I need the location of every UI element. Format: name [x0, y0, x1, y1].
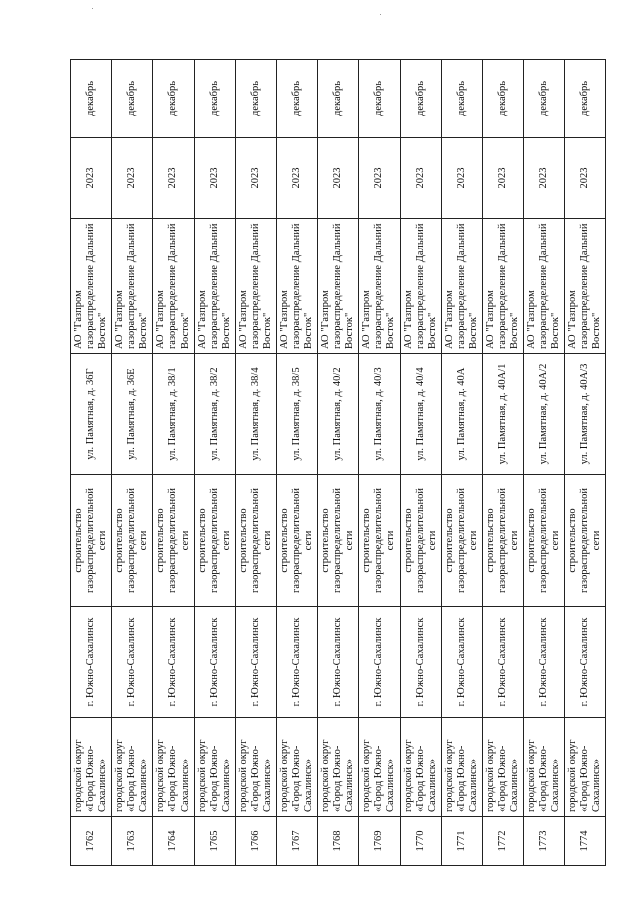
municipality-cell: городской округ «Город Южно-Сахалинск» [112, 718, 153, 817]
object-cell: строительство газораспределительной сети [153, 475, 194, 607]
city-cell: г. Южно-Сахалинск [441, 607, 482, 718]
object-cell: строительство газораспределительной сети [112, 475, 153, 607]
year-cell: 2023 [565, 138, 606, 219]
table-row [71, 60, 112, 866]
row-number: 1763 [112, 817, 153, 866]
month-cell: декабрь [276, 60, 317, 138]
municipality-cell: городской округ «Город Южно-Сахалинск» [524, 718, 565, 817]
row-number: 1772 [482, 817, 523, 866]
municipality-cell: городской округ «Город Южно-Сахалинск» [194, 718, 235, 817]
organization-cell: АО "Газпром газораспределение Дальний Восток" [400, 219, 441, 354]
year-cell: 2023 [400, 138, 441, 219]
month-cell: декабрь [359, 60, 400, 138]
address-cell: ул. Памятная, д. 36Г [71, 354, 112, 475]
municipality-cell: городской округ «Город Южно-Сахалинск» [400, 718, 441, 817]
object-cell: строительство газораспределительной сети [441, 475, 482, 607]
table-row [565, 60, 606, 866]
city-cell: г. Южно-Сахалинск [524, 607, 565, 718]
address-cell: ул. Памятная, д. 38/5 [276, 354, 317, 475]
table-row [441, 60, 482, 866]
organization-cell: АО "Газпром газораспределение Дальний Восток" [153, 219, 194, 354]
organization-cell: АО "Газпром газораспределение Дальний Восток" [482, 219, 523, 354]
address-cell: ул. Памятная, д. 40А/3 [565, 354, 606, 475]
year-cell: 2023 [276, 138, 317, 219]
row-number: 1764 [153, 817, 194, 866]
address-cell: ул. Памятная, д. 40А [441, 354, 482, 475]
address-cell: ул. Памятная, д. 40/2 [318, 354, 359, 475]
city-cell: г. Южно-Сахалинск [71, 607, 112, 718]
year-cell: 2023 [482, 138, 523, 219]
table-row [318, 60, 359, 866]
object-cell: строительство газораспределительной сети [235, 475, 276, 607]
year-cell: 2023 [318, 138, 359, 219]
year-cell: 2023 [359, 138, 400, 219]
document-sheet [70, 60, 603, 866]
city-cell: г. Южно-Сахалинск [400, 607, 441, 718]
row-number: 1771 [441, 817, 482, 866]
month-cell: декабрь [482, 60, 523, 138]
city-cell: г. Южно-Сахалинск [318, 607, 359, 718]
row-number: 1766 [235, 817, 276, 866]
table-row [400, 60, 441, 866]
object-cell: строительство газораспределительной сети [524, 475, 565, 607]
row-number: 1767 [276, 817, 317, 866]
month-cell: декабрь [153, 60, 194, 138]
organization-cell: АО "Газпром газораспределение Дальний Восток" [565, 219, 606, 354]
gas-network-table [70, 59, 606, 866]
month-cell: декабрь [565, 60, 606, 138]
municipality-cell: городской округ «Город Южно-Сахалинск» [359, 718, 400, 817]
month-cell: декабрь [441, 60, 482, 138]
row-number: 1773 [524, 817, 565, 866]
table-row [359, 60, 400, 866]
month-cell: декабрь [318, 60, 359, 138]
organization-cell: АО "Газпром газораспределение Дальний Восток" [112, 219, 153, 354]
row-number: 1765 [194, 817, 235, 866]
municipality-cell: городской округ «Город Южно-Сахалинск» [441, 718, 482, 817]
address-cell: ул. Памятная, д. 38/2 [194, 354, 235, 475]
municipality-cell: городской округ «Город Южно-Сахалинск» [153, 718, 194, 817]
organization-cell: АО "Газпром газораспределение Дальний Восток" [359, 219, 400, 354]
city-cell: г. Южно-Сахалинск [482, 607, 523, 718]
row-number: 1774 [565, 817, 606, 866]
row-number: 1768 [318, 817, 359, 866]
municipality-cell: городской округ «Город Южно-Сахалинск» [565, 718, 606, 817]
month-cell: декабрь [400, 60, 441, 138]
row-number: 1769 [359, 817, 400, 866]
address-cell: ул. Памятная, д. 38/4 [235, 354, 276, 475]
table-body [71, 60, 606, 866]
year-cell: 2023 [441, 138, 482, 219]
municipality-cell: городской округ «Город Южно-Сахалинск» [71, 718, 112, 817]
year-cell: 2023 [524, 138, 565, 219]
organization-cell: АО "Газпром газораспределение Дальний Восток" [276, 219, 317, 354]
organization-cell: АО "Газпром газораспределение Дальний Восток" [194, 219, 235, 354]
city-cell: г. Южно-Сахалинск [112, 607, 153, 718]
address-cell: ул. Памятная, д. 40А/1 [482, 354, 523, 475]
year-cell: 2023 [153, 138, 194, 219]
month-cell: декабрь [112, 60, 153, 138]
table-row [194, 60, 235, 866]
object-cell: строительство газораспределительной сети [400, 475, 441, 607]
row-number: 1770 [400, 817, 441, 866]
municipality-cell: городской округ «Город Южно-Сахалинск» [235, 718, 276, 817]
address-cell: ул. Памятная, д. 38/1 [153, 354, 194, 475]
city-cell: г. Южно-Сахалинск [359, 607, 400, 718]
table-row [235, 60, 276, 866]
address-cell: ул. Памятная, д. 40/3 [359, 354, 400, 475]
city-cell: г. Южно-Сахалинск [235, 607, 276, 718]
municipality-cell: городской округ «Город Южно-Сахалинск» [276, 718, 317, 817]
organization-cell: АО "Газпром газораспределение Дальний Восток" [235, 219, 276, 354]
month-cell: декабрь [71, 60, 112, 138]
address-cell: ул. Памятная, д. 36Е [112, 354, 153, 475]
object-cell: строительство газораспределительной сети [276, 475, 317, 607]
object-cell: строительство газораспределительной сети [71, 475, 112, 607]
city-cell: г. Южно-Сахалинск [565, 607, 606, 718]
year-cell: 2023 [71, 138, 112, 219]
year-cell: 2023 [112, 138, 153, 219]
organization-cell: АО "Газпром газораспределение Дальний Восток" [71, 219, 112, 354]
scan-speck [380, 14, 381, 15]
month-cell: декабрь [194, 60, 235, 138]
object-cell: строительство газораспределительной сети [194, 475, 235, 607]
address-cell: ул. Памятная, д. 40А/2 [524, 354, 565, 475]
scan-speck [92, 8, 93, 9]
table-row [153, 60, 194, 866]
city-cell: г. Южно-Сахалинск [276, 607, 317, 718]
object-cell: строительство газораспределительной сети [359, 475, 400, 607]
organization-cell: АО "Газпром газораспределение Дальний Восток" [524, 219, 565, 354]
organization-cell: АО "Газпром газораспределение Дальний Восток" [318, 219, 359, 354]
row-number: 1762 [71, 817, 112, 866]
object-cell: строительство газораспределительной сети [565, 475, 606, 607]
month-cell: декабрь [235, 60, 276, 138]
municipality-cell: городской округ «Город Южно-Сахалинск» [482, 718, 523, 817]
year-cell: 2023 [235, 138, 276, 219]
organization-cell: АО "Газпром газораспределение Дальний Восток" [441, 219, 482, 354]
address-cell: ул. Памятная, д. 40/4 [400, 354, 441, 475]
month-cell: декабрь [524, 60, 565, 138]
table-row [112, 60, 153, 866]
table-row [524, 60, 565, 866]
object-cell: строительство газораспределительной сети [482, 475, 523, 607]
city-cell: г. Южно-Сахалинск [194, 607, 235, 718]
object-cell: строительство газораспределительной сети [318, 475, 359, 607]
table-row [482, 60, 523, 866]
municipality-cell: городской округ «Город Южно-Сахалинск» [318, 718, 359, 817]
city-cell: г. Южно-Сахалинск [153, 607, 194, 718]
table-row [276, 60, 317, 866]
year-cell: 2023 [194, 138, 235, 219]
